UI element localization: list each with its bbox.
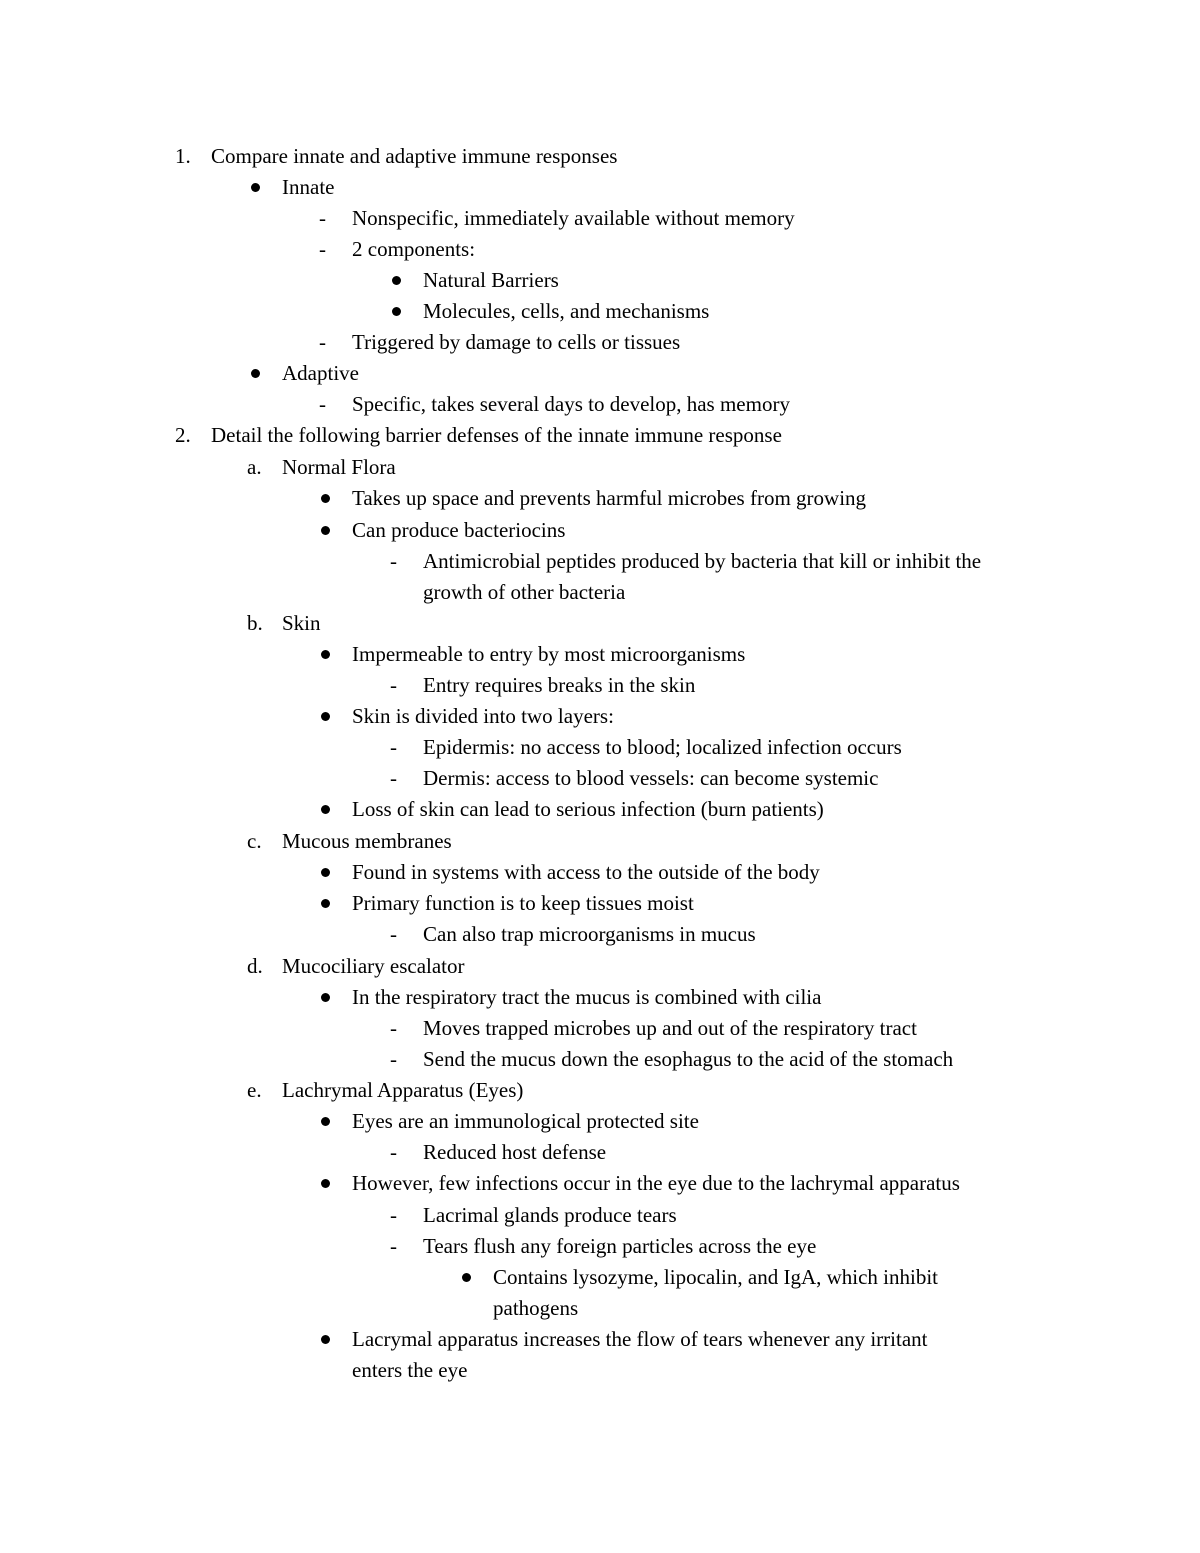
- section-a-heading: [0, 452, 1200, 483]
- dash-icon: -: [390, 1234, 397, 1258]
- list-item-text: Detail the following barrier defenses of the innate immune response: [211, 423, 782, 447]
- bullet-icon: [321, 1335, 330, 1344]
- dash-item: [0, 327, 1200, 358]
- dash-item: [0, 203, 1200, 234]
- bullet-item: [0, 982, 1200, 1013]
- bullet-icon: [321, 526, 330, 535]
- outline-item-2: [0, 420, 1200, 451]
- dash-item: [0, 919, 1200, 950]
- list-item-text: Can produce bacteriocins: [352, 518, 566, 542]
- dash-icon: -: [390, 673, 397, 697]
- dash-icon: -: [390, 735, 397, 759]
- bullet-item: [0, 515, 1200, 546]
- bullet-item: [0, 857, 1200, 888]
- dash-icon: -: [390, 1203, 397, 1227]
- section-title: Mucociliary escalator: [282, 954, 465, 978]
- list-item-text: pathogens: [493, 1296, 579, 1320]
- list-item-text: Can also trap microorganisms in mucus: [423, 922, 756, 946]
- bullet-icon: [321, 805, 330, 814]
- list-letter: c.: [247, 829, 262, 853]
- list-item-text: Primary function is to keep tissues moist: [352, 891, 694, 915]
- section-title: Normal Flora: [282, 455, 396, 479]
- list-number: 1.: [175, 144, 191, 168]
- dash-icon: -: [319, 206, 326, 230]
- bullet-icon: [392, 307, 401, 316]
- section-title: Skin: [282, 611, 321, 635]
- bullet-continuation: [0, 1355, 1200, 1386]
- list-item-text: Innate: [282, 175, 335, 199]
- bullet-icon: [321, 1179, 330, 1188]
- bullet-item: [0, 1106, 1200, 1137]
- list-item-text: In the respiratory tract the mucus is combined with cilia: [352, 985, 822, 1009]
- list-letter: e.: [247, 1078, 262, 1102]
- bullet-icon: [321, 868, 330, 877]
- bullet-icon: [462, 1273, 471, 1282]
- list-item-text: enters the eye: [352, 1358, 468, 1382]
- list-item-text: Send the mucus down the esophagus to the acid of the stomach: [423, 1047, 954, 1071]
- list-item-text: Adaptive: [282, 361, 359, 385]
- section-d-heading: [0, 951, 1200, 982]
- list-item-text: Molecules, cells, and mechanisms: [423, 299, 710, 323]
- bullet-item: [0, 794, 1200, 825]
- dash-item: [0, 389, 1200, 420]
- sub-bullet-continuation: [0, 1293, 1200, 1324]
- dash-item: [0, 1231, 1200, 1262]
- dash-item: [0, 1044, 1200, 1075]
- dash-item: [0, 1013, 1200, 1044]
- dash-item: [0, 1137, 1200, 1168]
- bullet-icon: [321, 494, 330, 503]
- list-item-text: Epidermis: no access to blood; localized infection occurs: [423, 735, 902, 759]
- list-item-text: Dermis: access to blood vessels: can become systemic: [423, 766, 879, 790]
- dash-item: [0, 732, 1200, 763]
- dash-item: [0, 234, 1200, 265]
- bullet-item: [0, 701, 1200, 732]
- dash-icon: -: [390, 1047, 397, 1071]
- dash-item: [0, 546, 1200, 577]
- dash-item: [0, 670, 1200, 701]
- dash-icon: -: [390, 922, 397, 946]
- list-item-text: growth of other bacteria: [423, 580, 626, 604]
- section-title: Lachrymal Apparatus (Eyes): [282, 1078, 524, 1102]
- dash-icon: -: [319, 237, 326, 261]
- bullet-icon: [321, 650, 330, 659]
- section-b-heading: [0, 608, 1200, 639]
- outline-item-1: [0, 141, 1200, 172]
- section-c-heading: [0, 826, 1200, 857]
- bullet-item: [0, 639, 1200, 670]
- list-item-text: Eyes are an immunological protected site: [352, 1109, 699, 1133]
- bullet-icon: [251, 183, 260, 192]
- list-item-text: Lacrimal glands produce tears: [423, 1203, 677, 1227]
- list-item-text: 2 components:: [352, 237, 476, 261]
- list-item-text: Moves trapped microbes up and out of the respiratory tract: [423, 1016, 917, 1040]
- bullet-icon: [321, 899, 330, 908]
- list-item-text: Entry requires breaks in the skin: [423, 673, 696, 697]
- dash-icon: -: [319, 330, 326, 354]
- list-item-text: Tears flush any foreign particles across the eye: [423, 1234, 817, 1258]
- dash-item: [0, 763, 1200, 794]
- dash-item: [0, 1200, 1200, 1231]
- bullet-item: [0, 483, 1200, 514]
- list-letter: a.: [247, 455, 262, 479]
- bullet-item: [0, 888, 1200, 919]
- bullet-icon: [392, 276, 401, 285]
- dash-icon: -: [319, 392, 326, 416]
- bullet-adaptive: [0, 358, 1200, 389]
- list-item-text: Natural Barriers: [423, 268, 559, 292]
- list-item-text: Triggered by damage to cells or tissues: [352, 330, 681, 354]
- list-item-text: Specific, takes several days to develop, has memory: [352, 392, 790, 416]
- bullet-innate: [0, 172, 1200, 203]
- list-item-text: Reduced host defense: [423, 1140, 607, 1164]
- dash-icon: -: [390, 1140, 397, 1164]
- dash-item-continuation: [0, 577, 1200, 608]
- sub-bullet-item: [0, 1262, 1200, 1293]
- bullet-icon: [321, 712, 330, 721]
- list-item-text: Impermeable to entry by most microorganisms: [352, 642, 746, 666]
- list-item-text: Skin is divided into two layers:: [352, 704, 614, 728]
- list-item-text: Nonspecific, immediately available without memory: [352, 206, 795, 230]
- list-item-text: Compare innate and adaptive immune responses: [211, 144, 618, 168]
- bullet-item: [0, 1168, 1200, 1199]
- bullet-item: [0, 1324, 1200, 1355]
- sub-bullet-item: [0, 296, 1200, 327]
- bullet-icon: [321, 1117, 330, 1126]
- list-number: 2.: [175, 423, 191, 447]
- list-item-text: Takes up space and prevents harmful microbes from growing: [352, 486, 867, 510]
- section-title: Mucous membranes: [282, 829, 452, 853]
- bullet-icon: [251, 369, 260, 378]
- sub-bullet-item: [0, 265, 1200, 296]
- list-item-text: Contains lysozyme, lipocalin, and IgA, which inhibit: [493, 1265, 939, 1289]
- list-item-text: However, few infections occur in the eye due to the lachrymal apparatus: [352, 1171, 960, 1195]
- list-letter: d.: [247, 954, 263, 978]
- section-e-heading: [0, 1075, 1200, 1106]
- list-item-text: Lacrymal apparatus increases the flow of tears whenever any irritant: [352, 1327, 928, 1351]
- list-item-text: Antimicrobial peptides produced by bacteria that kill or inhibit the: [423, 549, 982, 573]
- dash-icon: -: [390, 549, 397, 573]
- bullet-icon: [321, 993, 330, 1002]
- list-item-text: Loss of skin can lead to serious infection (burn patients): [352, 797, 824, 821]
- list-item-text: Found in systems with access to the outside of the body: [352, 860, 820, 884]
- dash-icon: -: [390, 1016, 397, 1040]
- dash-icon: -: [390, 766, 397, 790]
- list-letter: b.: [247, 611, 263, 635]
